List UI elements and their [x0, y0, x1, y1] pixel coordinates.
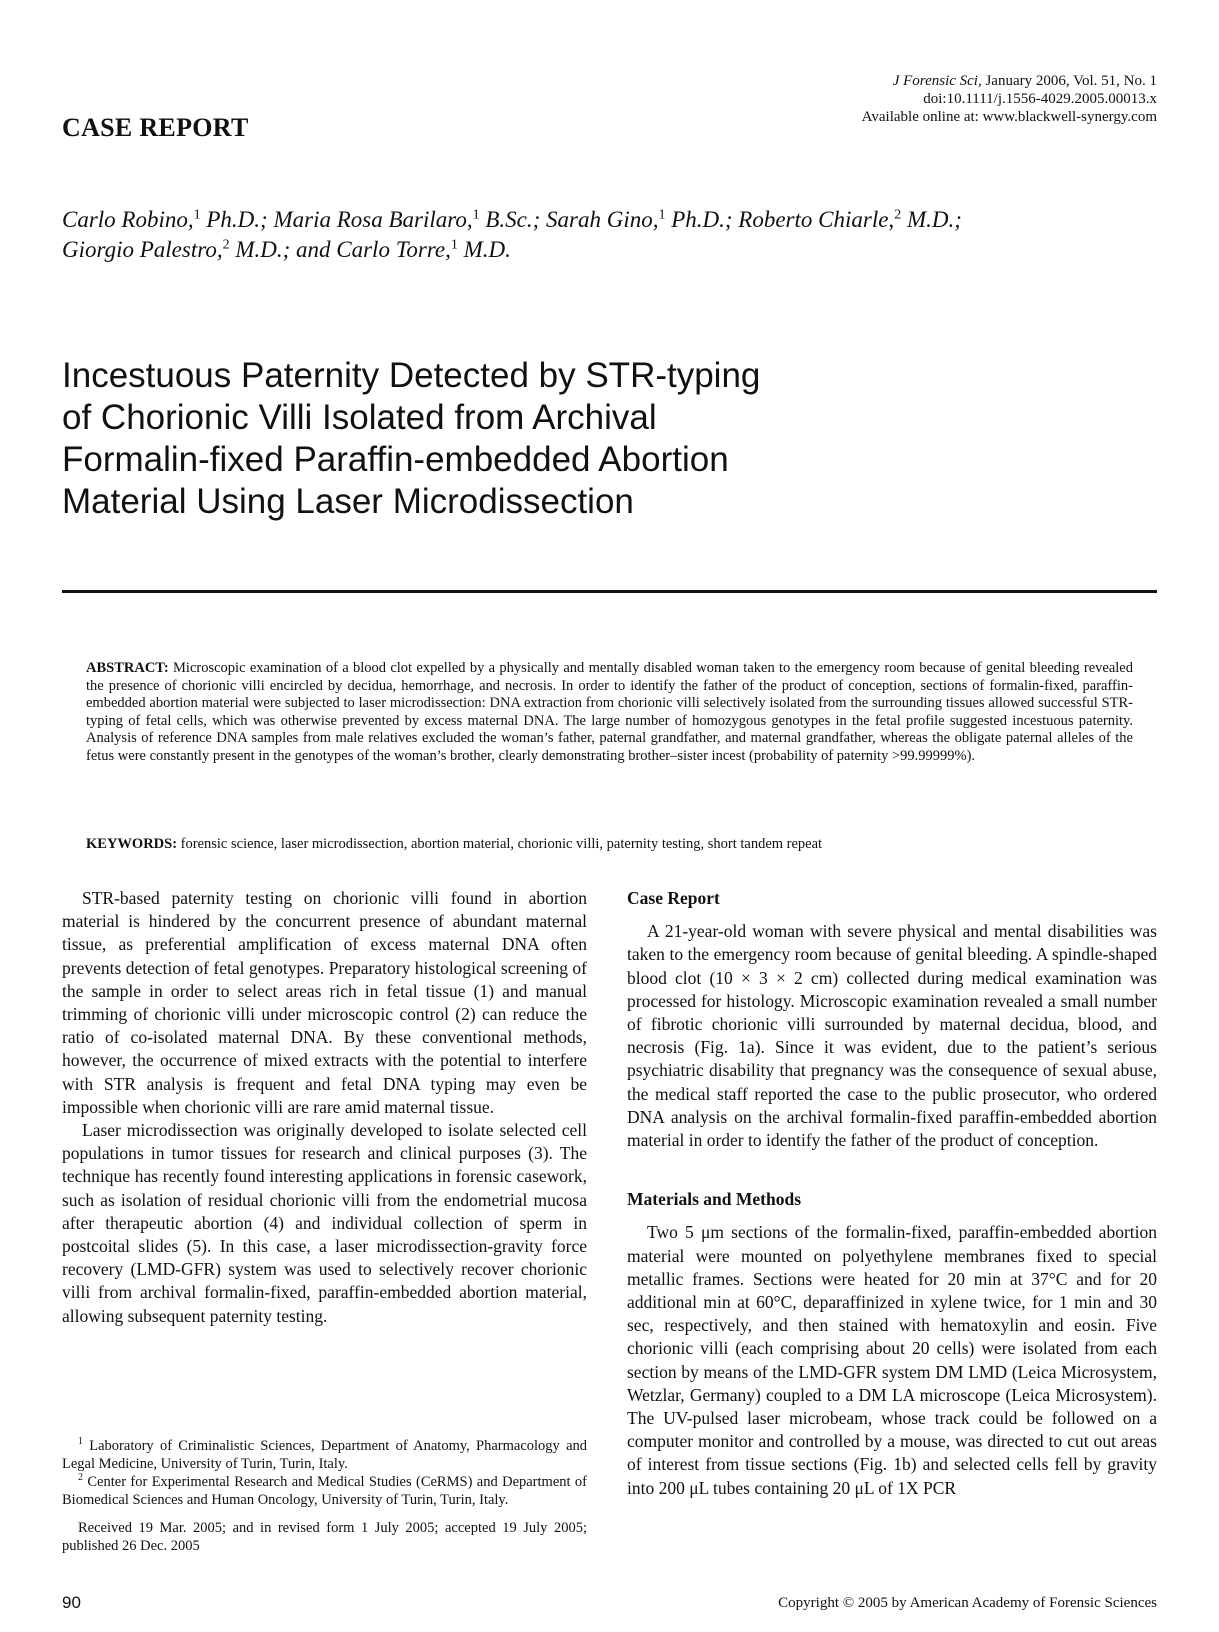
- author: Maria Rosa Barilaro,$^1$ B.Sc.;: [273, 207, 547, 232]
- intro-paragraph-1: STR-based paternity testing on chorionic villi found in abortion material is hindered by the concurrent presence of abundant maternal tissue, as preferential amplification of excess maternal DNA often prevents detection of fetal genotypes. Preparatory histological screening of the sample in order to select areas rich in fetal tissue (1) and manual trimming of chorionic villi under microscopic control (2) can reduce the ratio of co-isolated maternal DNA. By these conventional methods, however, the occurrence of mixed extracts with the potential to interfere with STR analysis is frequent and fetal DNA typing may even be impossible when chorionic villi are rare amid maternal tissue.: [62, 888, 587, 1117]
- keywords-label: KEYWORDS:: [86, 836, 178, 852]
- abstract-label: ABSTRACT:: [86, 660, 169, 676]
- received-dates: Received 19 Mar. 2005; and in revised form 1 July 2005; accepted 19 July 2005; published 26 Dec. 2005: [62, 1520, 587, 1554]
- footnote-2: $^2$ Center for Experimental Research and Medical Studies (CeRMS) and Department of Biomedical Sciences and Human Oncology, University of Turin, Turin, Italy.: [62, 1472, 587, 1508]
- page-number: 90: [62, 1593, 81, 1612]
- title-line: Incestuous Paternity Detected by STR-typing: [62, 356, 761, 395]
- right-column: [627, 887, 1157, 1500]
- journal-citation: [862, 72, 1157, 90]
- copyright-notice: Copyright © 2005 by American Academy of Forensic Sciences: [778, 1595, 1157, 1611]
- left-column: [62, 887, 587, 1328]
- abstract: [86, 660, 1133, 765]
- footnote-1: $^1$ Laboratory of Criminalistic Sciences, Department of Anatomy, Pharmacology and Legal Medicine, University of Turin, Turin, Italy.: [62, 1436, 587, 1472]
- title-line: Material Using Laser Microdissection: [62, 482, 634, 521]
- paper-title: [62, 355, 962, 523]
- journal-name: J Forensic Sci,: [892, 73, 982, 89]
- abstract-text: Microscopic examination of a blood clot expelled by a physically and mentally disabled woman taken to the emergency room because of genital bleeding revealed the presence of chorionic villi encircled by decidua, hemorrhage, and necrosis. In order to identify the father of the product of conception, sections of formalin-fixed, paraffin-embedded abortion material were subjected to laser microdissection: DNA extraction from chorionic villi selectively isolated from the surrounding tissues allowed successful STR-typing of fetal cells, which was otherwise prevented by excess maternal DNA. The large number of homozygous genotypes in the fetal profile suggested incestuous paternity. Analysis of reference DNA samples from male relatives excluded the woman’s father, paternal grandfather, and maternal grandfather, whereas the obligate paternal alleles of the fetus were constantly present in the genotypes of the woman’s brother, clearly demonstrating brother–sister incest (probability of paternity >99.99999%).: [86, 660, 1133, 764]
- keywords: [86, 835, 1133, 853]
- section-label: CASE REPORT: [62, 113, 249, 142]
- affiliation-mark: 1: [450, 237, 458, 253]
- author: Roberto Chiarle,$^2$ M.D.;: [738, 207, 962, 232]
- title-line: of Chorionic Villi Isolated from Archival: [62, 398, 657, 437]
- keywords-text: forensic science, laser microdissection, abortion material, chorionic villi, paternity testing, short tandem repeat: [177, 836, 823, 852]
- footnotes: [62, 1437, 587, 1555]
- methods-heading: Materials and Methods: [627, 1189, 802, 1210]
- case-report-paragraph: A 21-year-old woman with severe physical and mental disabilities was taken to the emergency room because of genital bleeding. A spindle-shaped blood clot (10 × 3 × 2 cm) collected during medical examination was processed for histology. Microscopic examination revealed a small number of fibrotic chorionic villi surrounded by maternal decidua, blood, and necrosis (Fig. 1a). Since it was evident, due to the patient’s serious psychiatric disability that pregnancy was the consequence of sexual abuse, the medical staff reported the case to the public prosecutor, who ordered DNA analysis on the archival formalin-fixed paraffin-embedded abortion material in order to identify the father of the product of conception.: [627, 921, 1157, 1151]
- author: and Carlo Torre,$^1$ M.D.: [296, 237, 511, 262]
- doi: doi:10.1111/j.1556-4029.2005.00013.x: [923, 91, 1157, 107]
- author-list: [62, 205, 1162, 265]
- intro-paragraph-2: Laser microdissection was originally developed to isolate selected cell populations in tumor tissues for research and clinical purposes (3). The technique has recently found interesting applications in forensic casework, such as isolation of residual chorionic villi from the endometrial mucosa after therapeutic abortion (4) and individual collection of sperm in postcoital slides (5). In this case, a laser microdissection-gravity force recovery (LMD-GFR) system was used to selectively recover chorionic villi from archival formalin-fixed, paraffin-embedded abortion material, allowing subsequent paternity testing.: [62, 1120, 587, 1326]
- affiliation-mark: 1: [472, 207, 480, 223]
- title-line: Formalin-fixed Paraffin-embedded Abortion: [62, 440, 729, 479]
- author: Giorgio Palestro,$^2$ M.D.;: [62, 237, 297, 262]
- affiliation-mark: 1: [193, 207, 201, 223]
- author: Carlo Robino,$^1$ Ph.D.;: [62, 207, 274, 232]
- journal-issue: January 2006, Vol. 51, No. 1: [985, 73, 1157, 89]
- affiliation-mark: 2: [894, 207, 902, 223]
- author: Sarah Gino,$^1$ Ph.D.;: [546, 207, 739, 232]
- affiliation-mark: 1: [658, 207, 666, 223]
- online-availability: Available online at: www.blackwell-synergy.com: [861, 109, 1157, 125]
- methods-paragraph: Two 5 μm sections of the formalin-fixed, paraffin-embedded abortion material were mounted on polyethylene membranes fixed to special metallic frames. Sections were heated for 20 min at 37°C and for 20 additional min at 60°C, deparaffinized in xylene twice, for 1 min and 30 sec, respectively, and then stained with hematoxylin and eosin. Five chorionic villi (each comprising about 20 cells) were isolated from each section by means of the LMD-GFR system DM LMD (Leica Microsystem, Wetzlar, Germany) coupled to a DM LA microscope (Leica Microsystem). The UV-pulsed laser microbeam, whose track could be followed on a computer monitor and controlled by a mouse, was directed to cut out areas of interest from tissue sections (Fig. 1b) and selected cells fell by gravity into 200 μL tubes containing 20 μL of 1X PCR: [627, 1222, 1157, 1498]
- case-report-heading: Case Report: [627, 888, 720, 908]
- affiliation-mark: 2: [222, 237, 230, 253]
- title-divider: [62, 590, 1157, 593]
- journal-header: [862, 72, 1157, 126]
